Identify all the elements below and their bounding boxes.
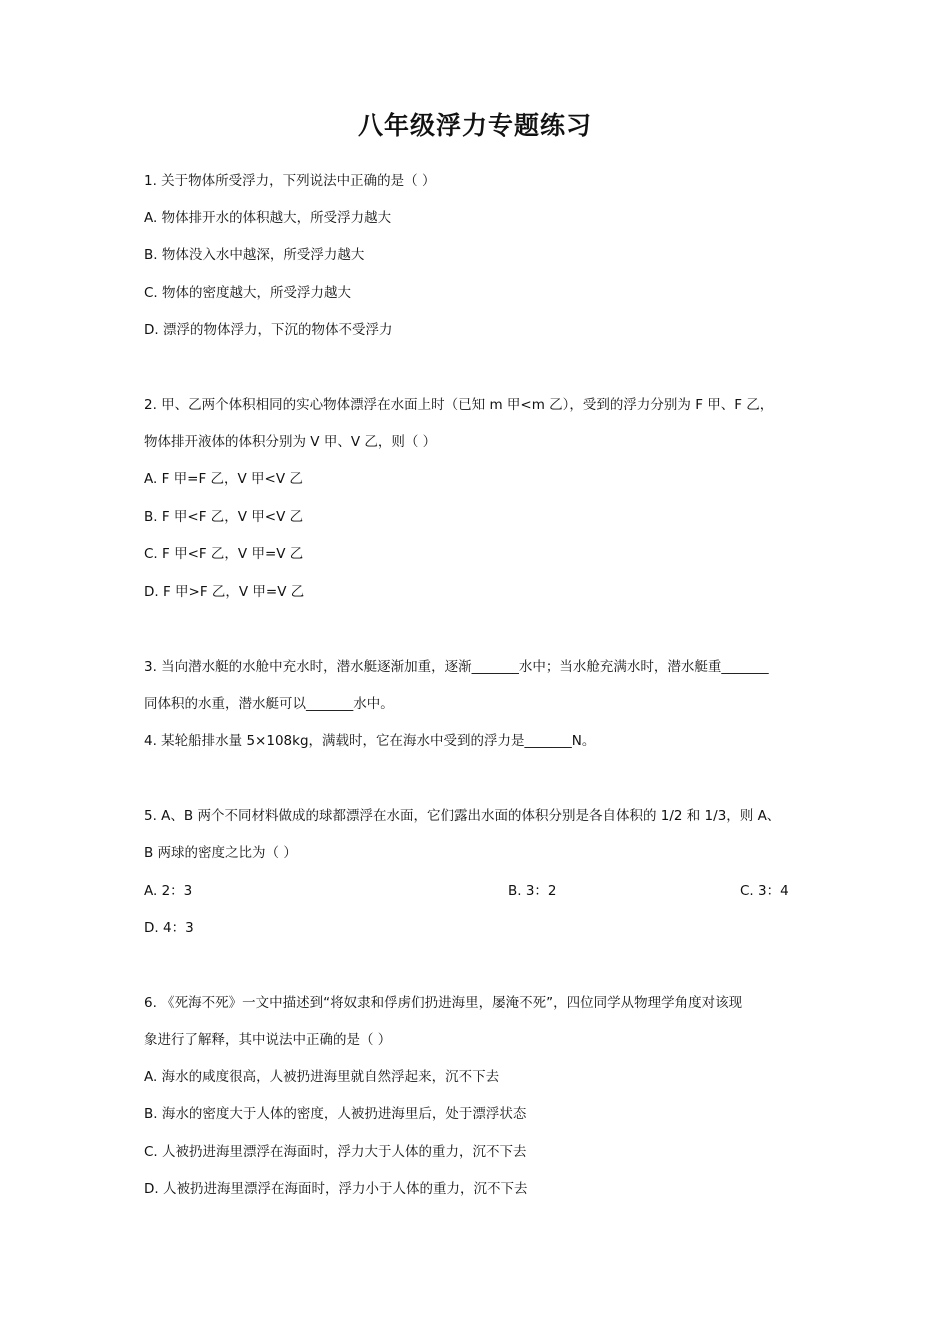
question-5-option-d: D. 4：3 <box>144 920 194 936</box>
question-6-option-c: C. 人被扔进海里漂浮在海面时，浮力大于人体的重力，沉不下去 <box>144 1144 527 1160</box>
question-6-stem-line-1: 6. 《死海不死》一文中描述到“将奴隶和俘虏们扔进海里，屡淹不死”，四位同学从物理学角度对该现 <box>144 995 743 1011</box>
question-2-stem-line-1: 2. 甲、乙两个体积相同的实心物体漂浮在水面上时（已知 m 甲<m 乙），受到的浮力分别为 F 甲、F 乙， <box>144 397 774 413</box>
question-6-option-b: B. 海水的密度大于人体的密度，人被扔进海里后，处于漂浮状态 <box>144 1106 527 1122</box>
question-5-stem-line-1: 5. A、B 两个不同材料做成的球都漂浮在水面，它们露出水面的体积分别是各自体积的 1/2 和 1/3，则 A、 <box>144 808 781 824</box>
question-6-stem-line-2: 象进行了解释，其中说法中正确的是（ ） <box>144 1032 392 1048</box>
question-5-stem-line-2: B 两球的密度之比为（ ） <box>144 845 297 861</box>
question-5-option-a: A. 2：3 <box>144 883 193 899</box>
question-1-stem: 1. 关于物体所受浮力，下列说法中正确的是（ ） <box>144 173 436 189</box>
question-2-option-d: D. F 甲>F 乙，V 甲=V 乙 <box>144 584 305 600</box>
page-title: 八年级浮力专题练习 <box>357 111 592 140</box>
question-1-option-d: D. 漂浮的物体浮力，下沉的物体不受浮力 <box>144 322 393 338</box>
question-5-option-c: C. 3：4 <box>740 883 789 899</box>
question-2-stem-line-2: 物体排开液体的体积分别为 V 甲、V 乙，则（ ） <box>144 434 437 450</box>
question-1-option-b: B. 物体没入水中越深，所受浮力越大 <box>144 247 365 263</box>
question-6-option-a: A. 海水的咸度很高，人被扔进海里就自然浮起来，沉不下去 <box>144 1069 500 1085</box>
question-1-option-a: A. 物体排开水的体积越大，所受浮力越大 <box>144 210 392 226</box>
question-2-option-b: B. F 甲<F 乙，V 甲<V 乙 <box>144 509 304 525</box>
question-3-line-2: 同体积的水重，潜水艇可以_______水中。 <box>144 696 394 712</box>
question-5-option-b: B. 3：2 <box>508 883 557 899</box>
question-1-option-c: C. 物体的密度越大，所受浮力越大 <box>144 285 352 301</box>
question-4-line: 4. 某轮船排水量 5×108kg，满载时，它在海水中受到的浮力是_______N。 <box>144 733 596 749</box>
question-3-line-1: 3. 当向潜水艇的水舱中充水时，潜水艇逐渐加重，逐渐_______水中；当水舱充满水时，潜水艇重_______ <box>144 659 769 675</box>
question-2-option-a: A. F 甲=F 乙，V 甲<V 乙 <box>144 471 303 487</box>
question-6-option-d: D. 人被扔进海里漂浮在海面时，浮力小于人体的重力，沉不下去 <box>144 1181 528 1197</box>
question-2-option-c: C. F 甲<F 乙，V 甲=V 乙 <box>144 546 304 562</box>
